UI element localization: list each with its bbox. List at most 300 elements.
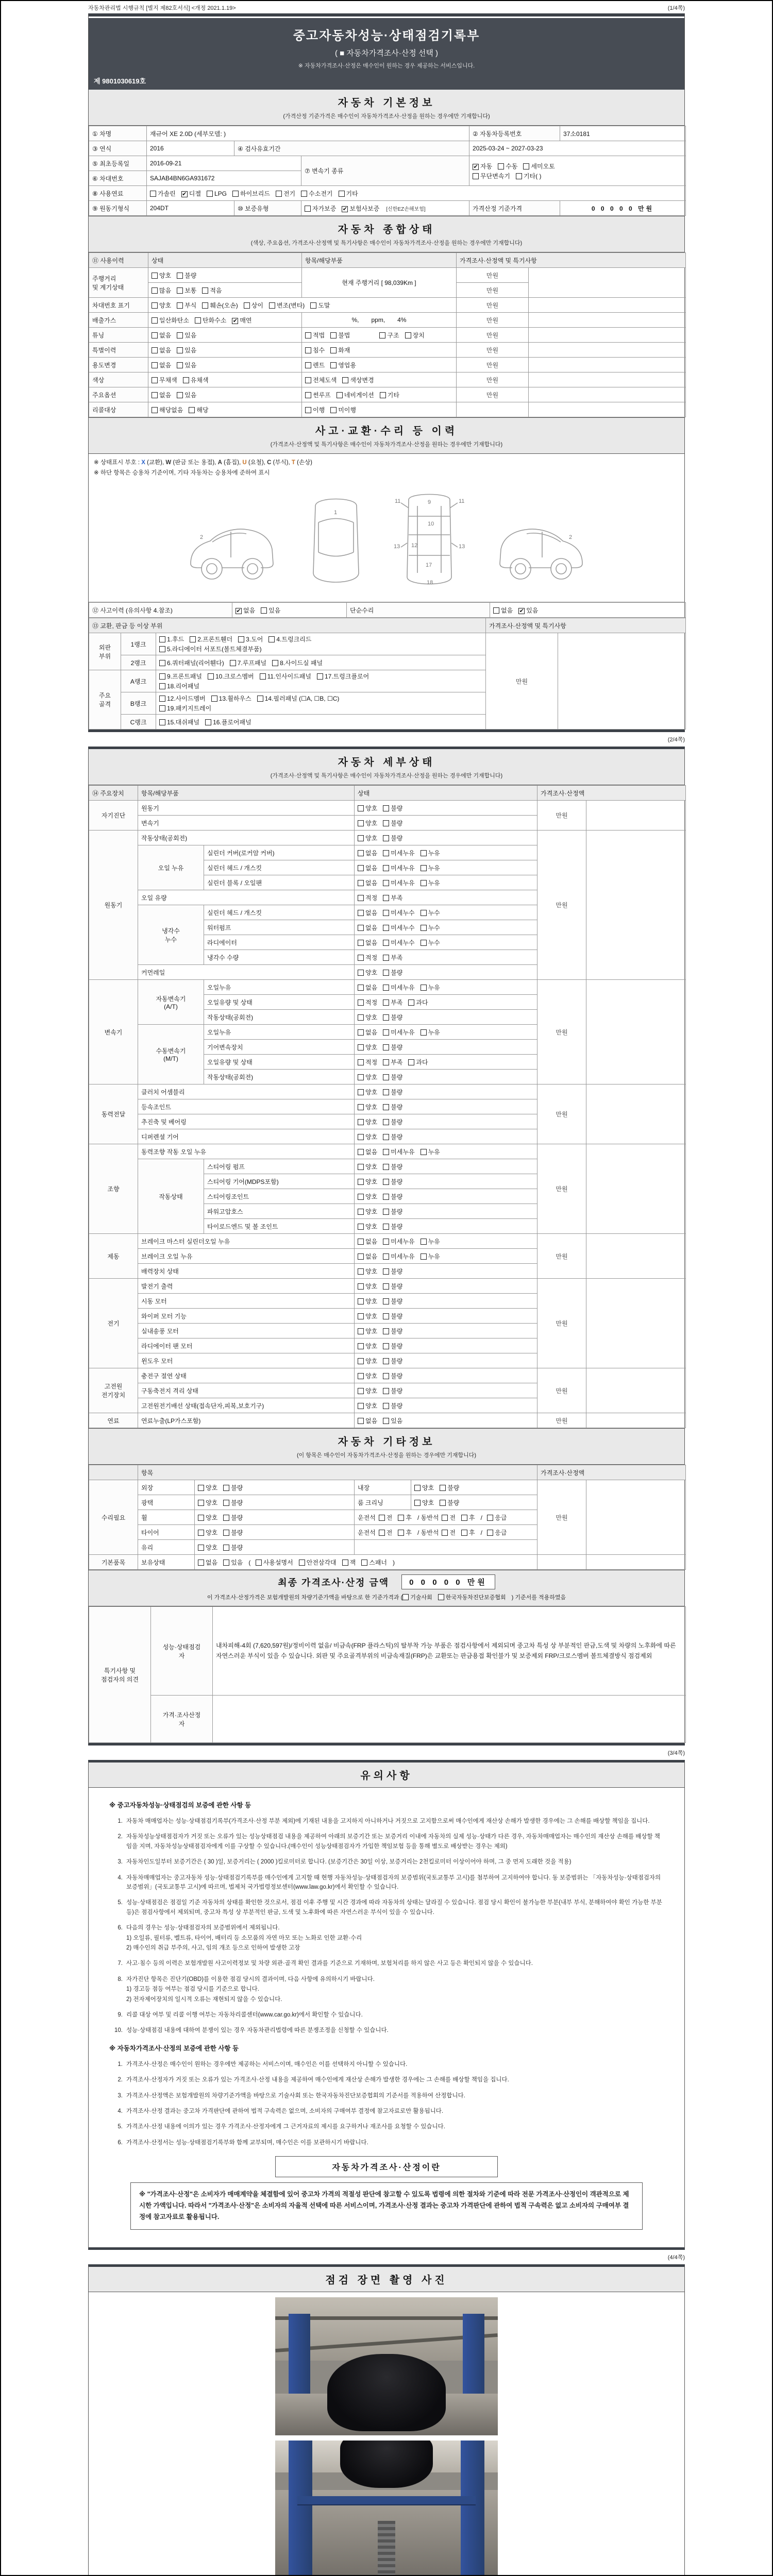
checkbox[interactable] xyxy=(440,1485,446,1491)
checkbox[interactable] xyxy=(177,302,183,309)
checkbox[interactable] xyxy=(238,636,244,642)
table-cell xyxy=(156,670,486,692)
checkbox[interactable] xyxy=(310,302,316,309)
checkbox[interactable] xyxy=(358,985,364,991)
checkbox[interactable] xyxy=(256,1560,262,1566)
checkbox[interactable] xyxy=(383,1418,389,1424)
checkbox[interactable] xyxy=(383,1343,389,1349)
checkbox-label: 양호 xyxy=(365,969,378,976)
notice-item-number: 6. xyxy=(117,1925,123,1931)
checkbox[interactable] xyxy=(358,865,364,871)
checkbox[interactable] xyxy=(473,173,479,179)
cell-text: 성능·상태점검 자 xyxy=(162,1643,201,1659)
checkbox[interactable] xyxy=(358,1403,364,1409)
checkbox-option xyxy=(256,1558,293,1567)
checkbox-option xyxy=(383,1357,402,1365)
checkbox[interactable] xyxy=(358,1164,364,1170)
checkbox[interactable] xyxy=(177,287,183,294)
cell-text: 만원 xyxy=(486,391,499,399)
cell-text: 변속기 xyxy=(104,1028,123,1036)
notice-section-b-title: ※ 자동차가격조사·산정의 보증에 관한 사항 등 xyxy=(109,2044,239,2052)
checkbox[interactable] xyxy=(421,910,427,916)
checkbox[interactable] xyxy=(523,163,529,170)
checkbox[interactable] xyxy=(305,362,311,368)
checkbox[interactable] xyxy=(438,1594,444,1600)
checkbox[interactable] xyxy=(493,607,499,614)
checkbox[interactable] xyxy=(421,865,427,871)
checkbox[interactable] xyxy=(269,302,275,309)
checkbox[interactable] xyxy=(223,1485,229,1491)
checkbox[interactable] xyxy=(383,1328,389,1334)
checkbox[interactable] xyxy=(383,955,389,961)
checkbox[interactable] xyxy=(383,850,389,856)
checkbox[interactable] xyxy=(358,1089,364,1095)
checkbox[interactable] xyxy=(358,835,364,841)
checkbox[interactable] xyxy=(379,1515,385,1521)
cell-text: 스티어링 펌프 xyxy=(207,1163,245,1171)
checkbox[interactable] xyxy=(223,1560,229,1566)
checked-checkbox[interactable]: ✔ xyxy=(232,317,238,324)
checkbox-label: 응급 xyxy=(495,1514,507,1521)
table-cell xyxy=(355,1353,537,1368)
table-cell xyxy=(301,156,469,186)
checkbox[interactable] xyxy=(337,392,343,398)
table-cell xyxy=(486,618,686,633)
checkbox-option xyxy=(421,1252,440,1261)
checkbox[interactable] xyxy=(358,1328,364,1334)
checkbox[interactable] xyxy=(421,880,427,886)
cell-text: 204DT xyxy=(150,205,169,212)
diagram-part-number: 11 xyxy=(395,498,401,505)
checkbox-label: 불량 xyxy=(231,1544,243,1551)
checkbox-label: 8.사이드실 패널 xyxy=(280,659,323,667)
checkbox[interactable] xyxy=(487,1530,493,1536)
checkbox[interactable] xyxy=(358,1074,364,1080)
checkbox[interactable] xyxy=(223,1545,229,1551)
section-title: 자동차 기본정보 xyxy=(338,97,435,109)
checkbox[interactable] xyxy=(276,191,282,197)
checkbox[interactable] xyxy=(383,1283,389,1290)
checkbox[interactable] xyxy=(383,999,389,1006)
checkbox[interactable] xyxy=(383,1313,389,1319)
checkbox[interactable] xyxy=(358,1239,364,1245)
checkbox[interactable] xyxy=(358,940,364,946)
checkbox[interactable] xyxy=(177,332,183,338)
checkbox[interactable] xyxy=(358,1283,364,1290)
checkbox[interactable] xyxy=(177,392,183,398)
checkbox-label: 도말 xyxy=(318,301,330,309)
checkbox[interactable] xyxy=(402,1594,409,1600)
inspector-opinion-table xyxy=(89,1606,684,1743)
checkbox[interactable] xyxy=(305,332,311,338)
table-cell xyxy=(89,1144,138,1234)
checkbox[interactable] xyxy=(516,173,522,179)
checkbox[interactable] xyxy=(383,1119,389,1125)
checkbox[interactable] xyxy=(358,850,364,856)
checkbox[interactable] xyxy=(414,1485,421,1491)
diagram-part-number: 18 xyxy=(427,580,433,586)
checkbox-label: 불량 xyxy=(391,1088,403,1096)
cell-text: 오일유량 및 상태 xyxy=(207,998,253,1006)
checkbox[interactable] xyxy=(358,1268,364,1275)
checkbox[interactable] xyxy=(358,999,364,1006)
checked-checkbox[interactable]: ✔ xyxy=(182,191,187,197)
table-cell xyxy=(138,1353,355,1368)
checkbox[interactable] xyxy=(317,673,323,680)
checkbox-option xyxy=(223,1513,243,1522)
checkbox-label: 수소전기 xyxy=(309,190,333,197)
checkbox-option xyxy=(408,1058,428,1066)
checkbox[interactable] xyxy=(383,970,389,976)
checkbox-label: 4.트렁크리드 xyxy=(276,636,312,643)
checkbox[interactable] xyxy=(383,1089,389,1095)
checkbox[interactable] xyxy=(305,407,311,413)
checkbox[interactable] xyxy=(198,1485,204,1491)
checkbox[interactable] xyxy=(379,332,385,338)
checkbox-label: 양호 xyxy=(365,1073,378,1081)
table-cell xyxy=(529,387,686,402)
checkbox[interactable] xyxy=(383,1224,389,1230)
checkbox[interactable] xyxy=(383,805,389,811)
checkbox[interactable] xyxy=(408,1059,414,1065)
checkbox[interactable] xyxy=(383,1388,389,1394)
checkbox[interactable] xyxy=(421,925,427,931)
checkbox[interactable] xyxy=(152,287,158,294)
checkbox-label: 있음 xyxy=(526,606,539,614)
checkbox[interactable] xyxy=(159,673,165,680)
checkbox[interactable] xyxy=(202,302,208,309)
table-cell xyxy=(89,633,121,670)
checkbox[interactable] xyxy=(383,1134,389,1140)
checked-checkbox[interactable]: ✔ xyxy=(342,206,347,212)
cell-text: 재규어 XE 2.0D (세부모델: ) xyxy=(150,130,226,138)
notice-item-number: 5. xyxy=(117,1900,123,1906)
checkbox[interactable] xyxy=(152,302,158,309)
checkbox[interactable] xyxy=(358,1388,364,1394)
checkbox[interactable] xyxy=(152,392,158,398)
checkbox-label: 후 xyxy=(469,1529,475,1536)
checkbox[interactable] xyxy=(383,1074,389,1080)
checkbox[interactable] xyxy=(398,1530,404,1536)
checkbox[interactable] xyxy=(205,719,211,725)
checkbox[interactable] xyxy=(379,1530,385,1536)
checkbox[interactable] xyxy=(383,835,389,841)
table-cell xyxy=(355,920,537,935)
notice-item-number: 6. xyxy=(117,2139,123,2146)
checkbox[interactable] xyxy=(358,1358,364,1364)
checkbox[interactable] xyxy=(383,865,389,871)
checkbox[interactable] xyxy=(358,1418,364,1424)
checkbox[interactable] xyxy=(383,985,389,991)
checkbox[interactable] xyxy=(208,673,214,680)
checkbox[interactable] xyxy=(152,332,158,338)
checkbox-label: 미세누유 xyxy=(391,1028,415,1036)
table-cell xyxy=(138,1510,195,1525)
checkbox-label: 불량 xyxy=(391,1312,403,1320)
checkbox[interactable] xyxy=(223,1530,229,1536)
cell-text: 항목 xyxy=(141,1469,154,1477)
checkbox-label: 썬루프 xyxy=(313,391,331,399)
checkbox[interactable] xyxy=(244,302,250,309)
checkbox-option xyxy=(358,1147,377,1156)
checkbox[interactable] xyxy=(198,1545,204,1551)
checked-checkbox[interactable]: ✔ xyxy=(519,607,524,614)
checkbox[interactable] xyxy=(383,1149,389,1155)
checkbox[interactable] xyxy=(358,1119,364,1125)
checkbox[interactable] xyxy=(159,705,165,711)
legend-text: (교환), xyxy=(145,460,166,466)
checkbox-label: 장치 xyxy=(412,331,425,339)
checkbox[interactable] xyxy=(421,1149,427,1155)
checkbox[interactable] xyxy=(358,970,364,976)
checkbox[interactable] xyxy=(383,1194,389,1200)
checkbox[interactable] xyxy=(330,347,337,353)
cell-text: 만원 xyxy=(556,1252,568,1260)
checkbox-option xyxy=(383,1117,402,1126)
checkbox[interactable] xyxy=(159,719,165,725)
checkbox[interactable] xyxy=(159,636,165,642)
checkbox[interactable] xyxy=(383,820,389,826)
checkbox-label: 기술사회 xyxy=(410,1595,432,1601)
checkbox-option xyxy=(383,1371,402,1380)
checkbox-option xyxy=(230,658,266,667)
checkbox[interactable] xyxy=(305,347,311,353)
checkbox[interactable] xyxy=(177,273,183,279)
checkbox[interactable] xyxy=(383,1403,389,1409)
checkbox[interactable] xyxy=(383,1358,389,1364)
checkbox[interactable] xyxy=(358,820,364,826)
checkbox[interactable] xyxy=(358,1209,364,1215)
cell-text: ⑪ 사용이력 xyxy=(92,257,124,264)
checkbox[interactable] xyxy=(383,1179,389,1185)
checkbox[interactable] xyxy=(152,407,158,413)
checkbox[interactable] xyxy=(159,660,165,666)
checkbox[interactable] xyxy=(383,895,389,901)
checkbox[interactable] xyxy=(383,1239,389,1245)
checkbox[interactable] xyxy=(358,880,364,886)
checkbox[interactable] xyxy=(183,377,189,383)
checkbox[interactable] xyxy=(380,392,386,398)
checkbox[interactable] xyxy=(152,362,158,368)
checkbox-label: 누유 xyxy=(428,984,440,991)
checkbox[interactable] xyxy=(330,362,337,368)
checkbox-option xyxy=(383,863,414,872)
checkbox[interactable] xyxy=(461,1515,467,1521)
checkbox-option xyxy=(358,1088,377,1096)
checkbox[interactable] xyxy=(223,1500,229,1506)
checkbox[interactable] xyxy=(150,191,156,197)
checkbox[interactable] xyxy=(152,347,158,353)
checkbox[interactable] xyxy=(177,347,183,353)
checkbox[interactable] xyxy=(383,1059,389,1065)
checkbox[interactable] xyxy=(405,332,411,338)
checkbox[interactable] xyxy=(421,1029,427,1036)
table-cell xyxy=(89,156,147,171)
checkbox[interactable] xyxy=(358,1313,364,1319)
checkbox[interactable] xyxy=(342,377,348,383)
checkbox[interactable] xyxy=(383,1029,389,1036)
checkbox[interactable] xyxy=(421,1239,427,1245)
checkbox[interactable] xyxy=(305,377,311,383)
checkbox[interactable] xyxy=(198,1530,204,1536)
checkbox[interactable] xyxy=(152,377,158,383)
checkbox[interactable] xyxy=(177,362,183,368)
checkbox[interactable] xyxy=(358,1149,364,1155)
checkbox-label: 미세누수 xyxy=(391,909,415,917)
checkbox[interactable] xyxy=(223,1515,229,1521)
table-cell xyxy=(537,1144,586,1234)
checkbox[interactable] xyxy=(383,925,389,931)
checkbox[interactable] xyxy=(189,407,195,413)
checkbox[interactable] xyxy=(442,1530,448,1536)
price-definition-title-box: 자동차가격조사·산정이란 xyxy=(275,2156,498,2177)
status-code-letter: U xyxy=(242,460,247,466)
checkbox[interactable] xyxy=(358,1044,364,1050)
checkbox[interactable] xyxy=(207,191,213,197)
checkbox[interactable] xyxy=(383,940,389,946)
checkbox-option xyxy=(211,694,251,703)
checkbox[interactable] xyxy=(408,999,414,1006)
cell-text: / xyxy=(480,1514,484,1521)
checkbox[interactable] xyxy=(383,910,389,916)
checkbox[interactable] xyxy=(299,1560,305,1566)
checkbox[interactable] xyxy=(198,1560,204,1566)
checkbox[interactable] xyxy=(414,1500,421,1506)
checkbox[interactable] xyxy=(272,660,278,666)
checkbox[interactable] xyxy=(301,191,307,197)
notice-item-text: 리콜 대상 여부 및 리콜 이행 여부는 자동차리콜센터(www.car.go.kr)에서 확인할 수 있습니다. xyxy=(126,2011,363,2018)
checkbox[interactable] xyxy=(232,191,239,197)
checkbox[interactable] xyxy=(383,1104,389,1110)
checkbox[interactable] xyxy=(440,1500,446,1506)
checkbox[interactable] xyxy=(383,1253,389,1260)
checkbox[interactable] xyxy=(383,1164,389,1170)
checkbox[interactable] xyxy=(261,607,267,614)
checkbox[interactable] xyxy=(421,940,427,946)
checkbox[interactable] xyxy=(358,1373,364,1379)
checkbox[interactable] xyxy=(461,1530,467,1536)
checkbox[interactable] xyxy=(383,1014,389,1021)
checkbox[interactable] xyxy=(383,880,389,886)
checkbox[interactable] xyxy=(487,1515,493,1521)
checked-checkbox[interactable]: ✔ xyxy=(473,163,478,170)
checkbox[interactable] xyxy=(421,850,427,856)
checkbox[interactable] xyxy=(305,206,311,212)
checkbox[interactable] xyxy=(230,660,236,666)
cell-text: 원동기 xyxy=(104,902,123,909)
checkbox[interactable] xyxy=(159,646,165,652)
checked-checkbox[interactable]: ✔ xyxy=(236,607,241,614)
checkbox-option xyxy=(198,1513,217,1522)
checkbox[interactable] xyxy=(358,1224,364,1230)
checkbox-label: 양호 xyxy=(365,1118,378,1126)
status-code-letter: X xyxy=(141,460,145,466)
checkbox[interactable] xyxy=(257,696,263,702)
checkbox[interactable] xyxy=(442,1515,448,1521)
table-cell xyxy=(355,1279,537,1294)
checkbox[interactable] xyxy=(358,1343,364,1349)
cell-text: 가격조사·산정액 및 특기사항 xyxy=(489,622,566,630)
checkbox[interactable] xyxy=(152,273,158,279)
checkbox[interactable] xyxy=(330,332,337,338)
checkbox[interactable] xyxy=(342,1560,348,1566)
checkbox[interactable] xyxy=(358,910,364,916)
checkbox[interactable] xyxy=(211,696,217,702)
checkbox[interactable] xyxy=(190,636,196,642)
checkbox-option xyxy=(398,1513,412,1522)
table-cell xyxy=(89,618,486,633)
checkbox[interactable] xyxy=(421,985,427,991)
checkbox[interactable] xyxy=(339,191,345,197)
table-cell xyxy=(234,141,469,156)
checkbox[interactable] xyxy=(421,1253,427,1260)
checkbox[interactable] xyxy=(358,1134,364,1140)
checkbox[interactable] xyxy=(159,683,165,689)
checkbox[interactable] xyxy=(358,1179,364,1185)
checkbox[interactable] xyxy=(383,1268,389,1275)
checkbox[interactable] xyxy=(330,407,337,413)
notice-item xyxy=(109,2091,664,2101)
diagram-part-number: 13 xyxy=(459,544,465,550)
checkbox[interactable] xyxy=(383,1373,389,1379)
checkbox[interactable] xyxy=(398,1515,404,1521)
notice-item-text: 자동차 매매업자는 성능·상태점검기록부(가격조사·산정 부분 제외)에 기재된 내용을 고지하지 아니하거나 거짓으로 고지함으로써 매수인에게 재산상 손해가 발생한 경우에는 그 손해를 배상할 책임을 집니다. xyxy=(126,1818,650,1825)
table-cell xyxy=(148,402,302,417)
table-cell xyxy=(457,283,529,298)
checkbox[interactable] xyxy=(159,696,165,702)
table-cell xyxy=(195,1480,355,1495)
checkbox-option xyxy=(358,878,377,887)
table-cell xyxy=(537,1413,586,1428)
checkbox[interactable] xyxy=(268,636,275,642)
checkbox[interactable] xyxy=(152,317,158,324)
checkbox[interactable] xyxy=(498,163,504,170)
checkbox[interactable] xyxy=(358,1014,364,1021)
checkbox[interactable] xyxy=(358,1194,364,1200)
checkbox[interactable] xyxy=(358,955,364,961)
checkbox-label: 자동 xyxy=(480,162,493,170)
table-cell xyxy=(355,1159,537,1174)
checkbox[interactable] xyxy=(358,1253,364,1260)
checkbox[interactable] xyxy=(358,1298,364,1304)
table-cell xyxy=(213,1607,686,1696)
checkbox[interactable] xyxy=(383,1209,389,1215)
checkbox[interactable] xyxy=(198,1515,204,1521)
checkbox[interactable] xyxy=(358,895,364,901)
checkbox[interactable] xyxy=(358,925,364,931)
checkbox[interactable] xyxy=(305,392,311,398)
checkbox-option xyxy=(198,1483,217,1492)
checkbox-label: 상이 xyxy=(251,301,263,309)
diagram-part-number: 2 xyxy=(569,534,573,541)
checkbox[interactable] xyxy=(198,1500,204,1506)
checkbox[interactable] xyxy=(358,805,364,811)
checkbox[interactable] xyxy=(358,1029,364,1036)
table-cell xyxy=(156,692,486,715)
checkbox[interactable] xyxy=(195,317,201,324)
checkbox-option xyxy=(379,1528,393,1537)
checkbox[interactable] xyxy=(361,1560,367,1566)
table-cell xyxy=(89,831,138,980)
checkbox[interactable] xyxy=(358,1059,364,1065)
checkbox[interactable] xyxy=(383,1298,389,1304)
notice-item-text: 자동차인도일부터 보증기간은 ( 30 )일, 보증거리는 ( 2000 )킬로미터로 합니다. (보증기간은 30일 이상, 보증거리는 2천킬로미터 이상이어야 하며, 그 중 먼저 도래한 것을 적용) xyxy=(126,1859,572,1866)
checkbox[interactable] xyxy=(383,1044,389,1050)
checkbox-option xyxy=(402,1593,432,1601)
checkbox[interactable] xyxy=(260,673,266,680)
checkbox[interactable] xyxy=(202,287,208,294)
checkbox[interactable] xyxy=(358,1104,364,1110)
